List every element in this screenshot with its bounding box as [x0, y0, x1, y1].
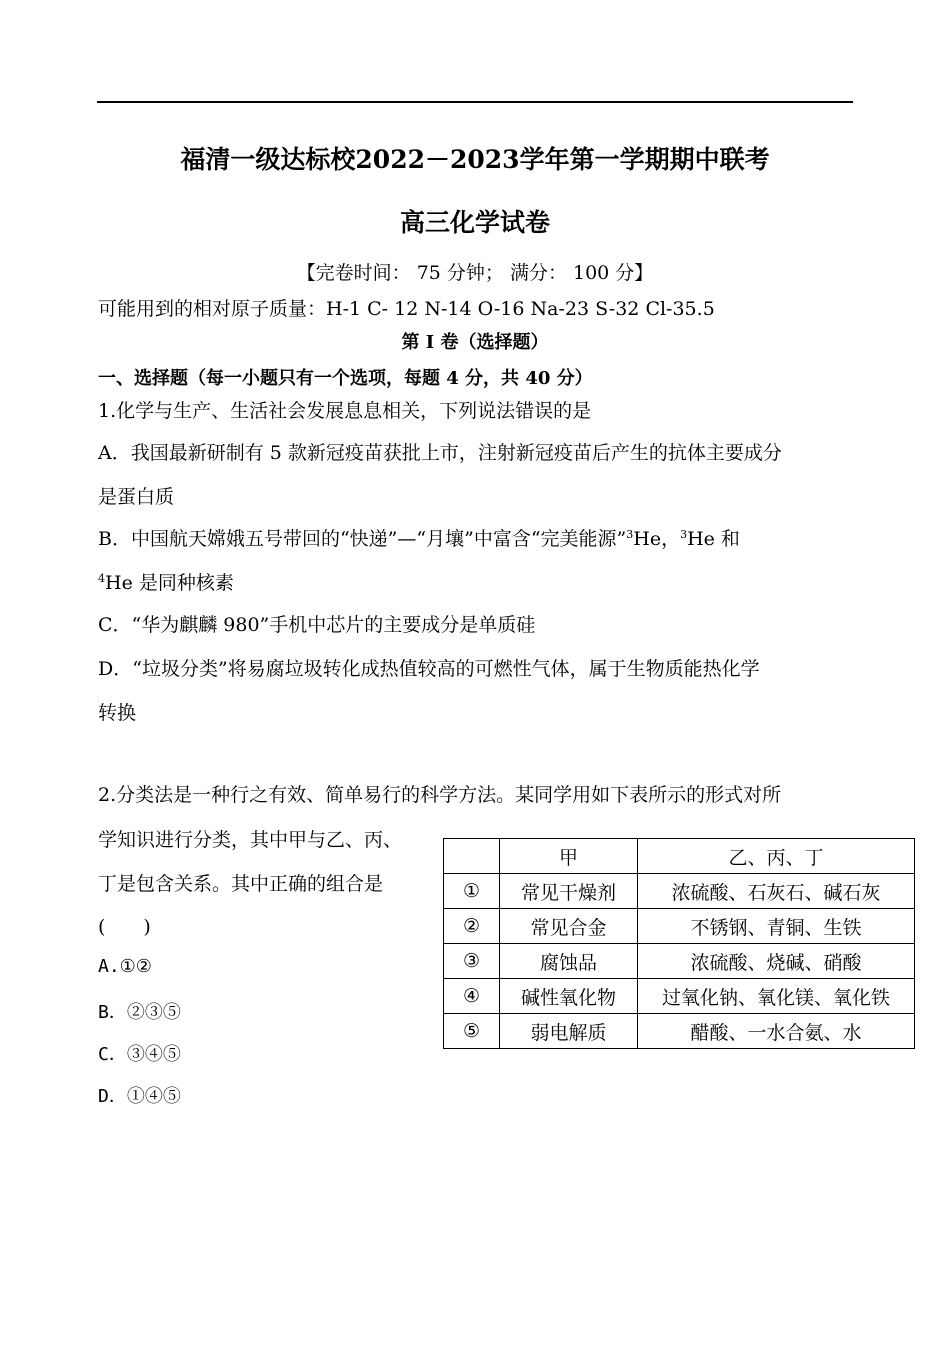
table-row	[444, 1014, 915, 1049]
q2-stem-line4: ( )	[98, 916, 151, 938]
q1-option-b-line2-text: He 是同种核素	[105, 572, 234, 594]
table-row	[444, 909, 915, 944]
q1-option-d-line2: 转换	[98, 702, 137, 724]
q1-option-b-sup2: 3	[680, 528, 688, 541]
q1-option-b-sup1: 3	[626, 528, 634, 541]
q1-option-b-text: B．中国航天嫦娥五号带回的“快递”—“月壤”中富含“完美能源”	[98, 528, 627, 550]
table-header-cell: 乙、丙、丁	[638, 839, 915, 874]
exam-title: 福清一级达标校2022－2023学年第一学期期中联考	[180, 145, 770, 174]
table-cell: ①	[444, 874, 500, 909]
table-cell: ③	[444, 944, 500, 979]
table-row	[444, 874, 915, 909]
table-cell: ④	[444, 979, 500, 1014]
table-cell: 过氧化钠、氧化镁、氧化铁	[638, 979, 915, 1014]
q1-option-b-sup3: 4	[98, 572, 105, 585]
classification-table	[443, 838, 915, 1049]
q2-option-d: D．①④⑤	[98, 1086, 181, 1107]
table-cell: 常见合金	[500, 909, 638, 944]
q2-stem-line1: 2.分类法是一种行之有效、简单易行的科学方法。某同学用如下表所示的形式对所	[98, 784, 782, 806]
q2-stem-line2: 学知识进行分类，其中甲与乙、丙、	[98, 829, 403, 851]
q2-option-b: B．②③⑤	[98, 1002, 181, 1023]
table-cell: 浓硫酸、石灰石、碱石灰	[638, 874, 915, 909]
q2-stem-line3: 丁是包含关系。其中正确的组合是	[98, 873, 384, 895]
part-title: 第 I 卷（选择题）	[401, 332, 549, 353]
exam-subtitle: 高三化学试卷	[399, 208, 550, 237]
q2-option-a: A.①②	[98, 956, 152, 977]
q1-option-a-line1: A．我国最新研制有 5 款新冠疫苗获批上市，注射新冠疫苗后产生的抗体主要成分	[98, 442, 782, 464]
table-header-row	[444, 839, 915, 874]
table-cell: 不锈钢、青铜、生铁	[638, 909, 915, 944]
q1-option-b-iso1: He，	[633, 528, 681, 550]
table-header-cell: 甲	[500, 839, 638, 874]
table-cell: 醋酸、一水合氨、水	[638, 1014, 915, 1049]
q1-option-b-iso2: He 和	[687, 528, 740, 550]
q1-stem: 1.化学与生产、生活社会发展息息相关，下列说法错误的是	[98, 400, 592, 422]
q1-option-c: C．“华为麒麟 980”手机中芯片的主要成分是单质硅	[98, 614, 536, 636]
table-cell: 腐蚀品	[500, 944, 638, 979]
q1-option-d-line1: D．“垃圾分类”将易腐垃圾转化成热值较高的可燃性气体，属于生物质能热化学	[98, 658, 760, 680]
table-row	[444, 944, 915, 979]
table-cell: ⑤	[444, 1014, 500, 1049]
q1-option-a-line2: 是蛋白质	[98, 486, 175, 508]
table-row	[444, 979, 915, 1014]
table-cell: 浓硫酸、烧碱、硝酸	[638, 944, 915, 979]
table-cell: ②	[444, 909, 500, 944]
table-cell: 常见干燥剂	[500, 874, 638, 909]
top-rule	[97, 101, 853, 103]
table-header-cell	[444, 839, 500, 874]
table-cell: 碱性氧化物	[500, 979, 638, 1014]
table-cell: 弱电解质	[500, 1014, 638, 1049]
q1-option-b-line1	[98, 524, 740, 551]
q2-option-c: C．③④⑤	[98, 1044, 181, 1065]
exam-info: 【完卷时间： 75 分钟； 满分： 100 分】	[296, 262, 654, 284]
q1-option-b-line2	[98, 568, 234, 595]
atomic-masses: 可能用到的相对原子质量：H-1 C- 12 N-14 O-16 Na-23 S-32 Cl-35.5	[98, 298, 715, 320]
section-title: 一、选择题（每一小题只有一个选项，每题 4 分，共 40 分）	[98, 368, 593, 389]
